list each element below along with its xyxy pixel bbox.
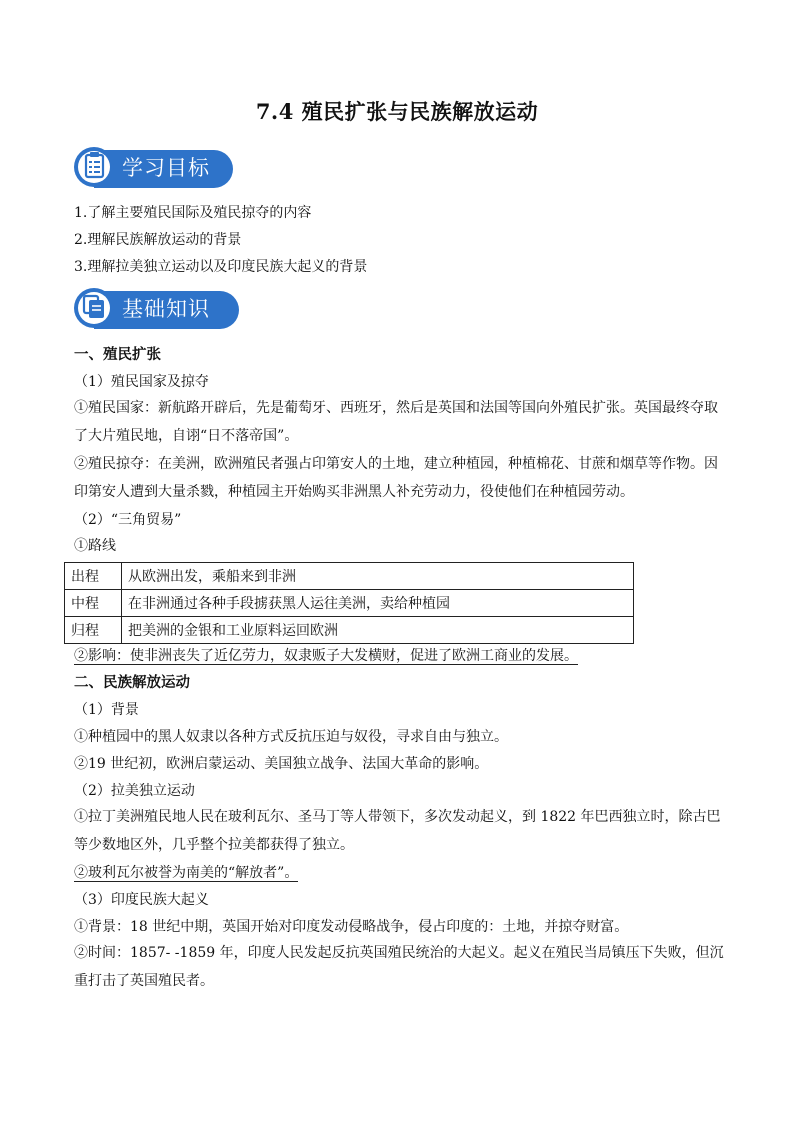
objective-1: 1.了解主要殖民国际及殖民掠夺的内容	[74, 205, 312, 221]
table-row	[65, 563, 634, 590]
banner-label: 学习目标	[122, 156, 210, 180]
documents-icon	[74, 287, 114, 329]
route-desc: 在非洲通过各种手段掳获黑人运往美洲，卖给种植园	[122, 590, 634, 617]
route-desc: 从欧洲出发，乘船来到非洲	[122, 563, 634, 590]
table-row	[65, 590, 634, 617]
section2-sub3: （3）印度民族大起义	[74, 892, 209, 908]
route-label: ①路线	[74, 538, 116, 554]
clipboard-icon	[74, 146, 114, 188]
route-desc: 把美洲的金银和工业原料运回欧洲	[122, 617, 634, 644]
section1-sub1: （1）殖民国家及掠夺	[74, 374, 209, 390]
section1-para2: ②殖民掠夺：在美洲，欧洲殖民者强占印第安人的土地，建立种植园，种植棉花、甘蔗和烟草等作物。因印第安人遭到大量杀戮，种植园主开始购买非洲黑人补充劳动力，役使他们在种植园劳动。	[74, 456, 718, 500]
route-stage: 出程	[65, 563, 122, 590]
learning-goals-banner	[74, 146, 234, 188]
background-1: ①种植园中的黑人奴隶以各种方式反抗压迫与奴役，寻求自由与独立。	[74, 729, 508, 745]
section2-heading: 二、民族解放运动	[74, 675, 190, 691]
section2-sub1: （1）背景	[74, 702, 139, 718]
india-time: ②时间：1857- -1859 年，印度人民发起反抗英国殖民统治的大起义。起义在殖民当局镇压下失败，但沉重打击了英国殖民者。	[74, 945, 724, 989]
latin-america-para2-text: ②玻利瓦尔被誉为南美的“解放者”。	[74, 865, 299, 881]
basic-knowledge-banner	[74, 287, 240, 329]
section2-sub2: （2）拉美独立运动	[74, 783, 195, 799]
section1-para1: ①殖民国家：新航路开辟后，先是葡萄牙、西班牙，然后是英国和法国等国向外殖民扩张。英国最终夺取了大片殖民地，自诩“日不落帝国”。	[74, 400, 718, 444]
impact-text-underlined: ②影响：使非洲丧失了近亿劳力，奴隶贩子大发横财，促进了欧洲工商业的发展。	[74, 648, 578, 664]
section1-heading: 一、殖民扩张	[74, 347, 161, 363]
section1-sub2: （2）“三角贸易”	[74, 512, 182, 528]
objective-2: 2.理解民族解放运动的背景	[74, 232, 242, 248]
latin-america-para1: ①拉丁美洲殖民地人民在玻利瓦尔、圣马丁等人带领下，多次发动起义，到 1822 年巴西独立时，除古巴等少数地区外，几乎整个拉美都获得了独立。	[74, 809, 721, 853]
latin-america-para2	[74, 863, 724, 883]
background-2: ②19 世纪初，欧洲启蒙运动、美国独立战争、法国大革命的影响。	[74, 756, 489, 772]
route-table	[64, 562, 634, 644]
route-stage: 归程	[65, 617, 122, 644]
india-background: ①背景：18 世纪中期，英国开始对印度发动侵略战争，侵占印度的：土地，并掠夺财富。	[74, 919, 629, 935]
table-row	[65, 617, 634, 644]
route-stage: 中程	[65, 590, 122, 617]
banner-label: 基础知识	[122, 297, 210, 321]
impact-text	[74, 646, 724, 666]
objective-3: 3.理解拉美独立运动以及印度民族大起义的背景	[74, 259, 368, 275]
page-title: 7.4 殖民扩张与民族解放运动	[255, 99, 539, 124]
